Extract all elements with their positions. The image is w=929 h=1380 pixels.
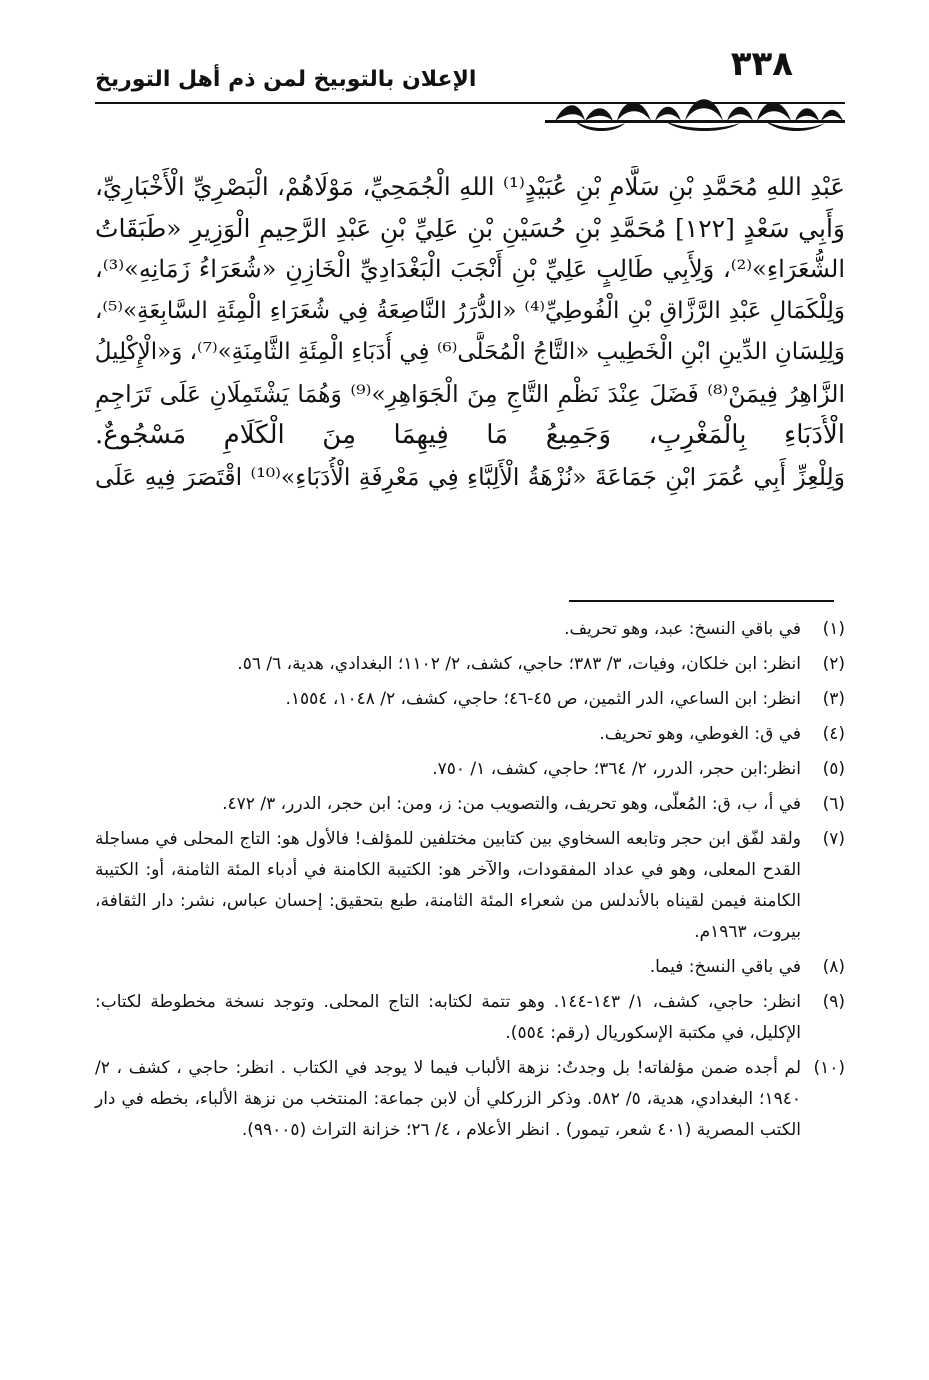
main-line: الشُّعَرَاءِ»⁽²⁾، وَلِأَبِي طَالِبٍ عَلِيِّ بْنِ أَنْجَبَ الْبَغْدَادِيِّ الْخَازِنِ «شُعَرَاءُ زَمَانِهِ»⁽³⁾، [95,255,845,283]
footnote-number: (٩) [822,992,845,1012]
footnote-number: (٤) [822,724,845,744]
footnote-number: (٨) [822,957,845,977]
footnote-text: انظر:ابن حجر، الدرر، ٢/ ٣٦٤؛ حاجي، كشف، ١/ ٧٥٠. [432,759,801,779]
footnote [95,1053,845,1146]
footnote-number: (١٠) [813,1058,845,1078]
main-line: وَأَبِي سَعْدٍ [١٢٢] مُحَمَّدِ بْنِ حُسَيْنِ بْنِ عَلِيِّ بْنِ عَبْدِ الرَّحِيمِ الْوَزِيرِ «طَبَقَاتُ [95,213,845,243]
footnote-number: (١) [822,619,845,639]
page-number: ٣٣٨ [730,44,793,84]
footnote-text: ولقد لفّق ابن حجر وتابعه السخاوي بين كتابين مختلفين للمؤلف! فالأول هو: التاج المحلى في مساجلة القدح المعلى، وهو في عداد المفقودات، والآخر هو: الكتيبة الكامنة في أدباء المئة الثامنة، أو: الكتيبة الكامنة فيمن لقيناه بالأندلس من شعراء المئة الثامنة، طبع بتحقيق: إحسان عباس، نشر: دار الثقافة، بيروت، ١٩٦٣م. [95,829,801,942]
footnote-text: في باقي النسخ: فيما. [649,957,801,977]
footnote-number: (٢) [822,654,845,674]
main-line: وَلِلْعِزِّ أَبِي عُمَرَ ابْنِ جَمَاعَةَ «نُزْهَةُ الْأَلِبَّاءِ فِي مَعْرِفَةِ الْأُدَبَاءِ»⁽¹⁰⁾ اقْتَصَرَ فِيهِ عَلَى [95,462,845,491]
footnote [95,824,845,948]
footnote [95,952,845,983]
running-title: الإعلان بالتوبيخ لمن ذم أهل التوريخ [95,67,477,92]
footnote-text: انظر: ابن خلكان، وفيات، ٣/ ٣٨٣؛ حاجي، كشف، ٢/ ١١٠٢؛ البغدادي، هدية، ٦/ ٥٦. [237,654,801,674]
main-line: الْأُدَبَاءِ بِالْمَغْرِبِ، وَجَمِيعُ مَا فِيهِمَا مِنَ الْكَلَامِ مَسْجُوعٌ. [95,420,845,450]
footnote [95,684,845,715]
footnote [95,789,845,820]
footnote-text: لم أجده ضمن مؤلفاته! بل وجدتُ: نزهة الألباب فيما لا يوجد في الكتاب . انظر: حاجي ، كشف ، ٢/ ١٩٤٠؛ البغدادي، هدية، ٥/ ٥٨٢. وذكر الزركلي أن لابن جماعة: المنتخب من نزهة الألباء، بخطه في دار الكتب المصرية (٤٠١ شعر، تيمور) . انظر الأعلام ، ٤/ ٢٦؛ خزانة التراث (٩٩٠٠٥). [95,1058,801,1140]
footnote-text: انظر: حاجي، كشف، ١/ ١٤٣-١٤٤. وهو تتمة لكتابه: التاج المحلى. وتوجد نسخة مخطوطة لكتاب: الإكليل، في مكتبة الإسكوريال (رقم: ٥٥٤). [95,992,801,1043]
footnote [95,754,845,785]
main-line: الزَّاهِرُ فِيمَنْ⁽⁸⁾ فَضَلَ عِنْدَ نَظْمِ التَّاجِ مِنَ الْجَوَاهِرِ»⁽⁹⁾ وَهُمَا يَشْتَمِلَانِ عَلَى تَرَاجِمِ [95,379,845,408]
footnote-text: في باقي النسخ: عبد، وهو تحريف. [564,619,801,639]
main-line: وَلِلِسَانِ الدِّينِ ابْنِ الْخَطِيبِ «التَّاجُ الْمُحَلَّى⁽⁶⁾ فِي أُدَبَاءِ الْمِئَةِ الثَّامِنَةِ»⁽⁷⁾، وَ«الْإِكْلِيلُ [95,339,845,365]
footnote [95,987,845,1049]
footnote-separator [569,600,834,602]
footnote-number: (٧) [822,829,845,849]
main-line: عَبْدِ اللهِ مُحَمَّدِ بْنِ سَلَّامِ بْنِ عُبَيْدٍ⁽¹⁾ اللهِ الْجُمَحِيِّ، مَوْلَاهُمْ، الْبَصْرِيِّ الْأَخْبَارِيِّ، [95,172,845,201]
footnote-text: في أ، ب، ق: المُعلّى، وهو تحريف، والتصويب من: ز، ومن: ابن حجر، الدرر، ٣/ ٤٧٢. [222,794,801,814]
footnotes [95,614,845,1150]
footnote-text: انظر: ابن الساعي، الدر الثمين، ص ٤٥-٤٦؛ حاجي، كشف، ٢/ ١٠٤٨، ١٥٥٤. [285,689,801,709]
footnote-number: (٦) [822,794,845,814]
page-header [95,44,845,134]
footnote [95,719,845,750]
footnote [95,614,845,645]
footnote-number: (٥) [822,759,845,779]
main-text [95,166,845,498]
footnote-text: في ق: الغوطي، وهو تحريف. [599,724,801,744]
footnote [95,649,845,680]
footnote-number: (٣) [822,689,845,709]
main-line: وَلِلْكَمَالِ عَبْدِ الرَّزَّاقِ بْنِ الْفُوطِيِّ⁽⁴⁾ «الدُّرَرُ النَّاصِعَةُ فِي شُعَرَاءِ الْمِئَةِ السَّابِعَةِ»⁽⁵⁾، [95,297,845,324]
floral-ornament-icon [545,90,845,134]
